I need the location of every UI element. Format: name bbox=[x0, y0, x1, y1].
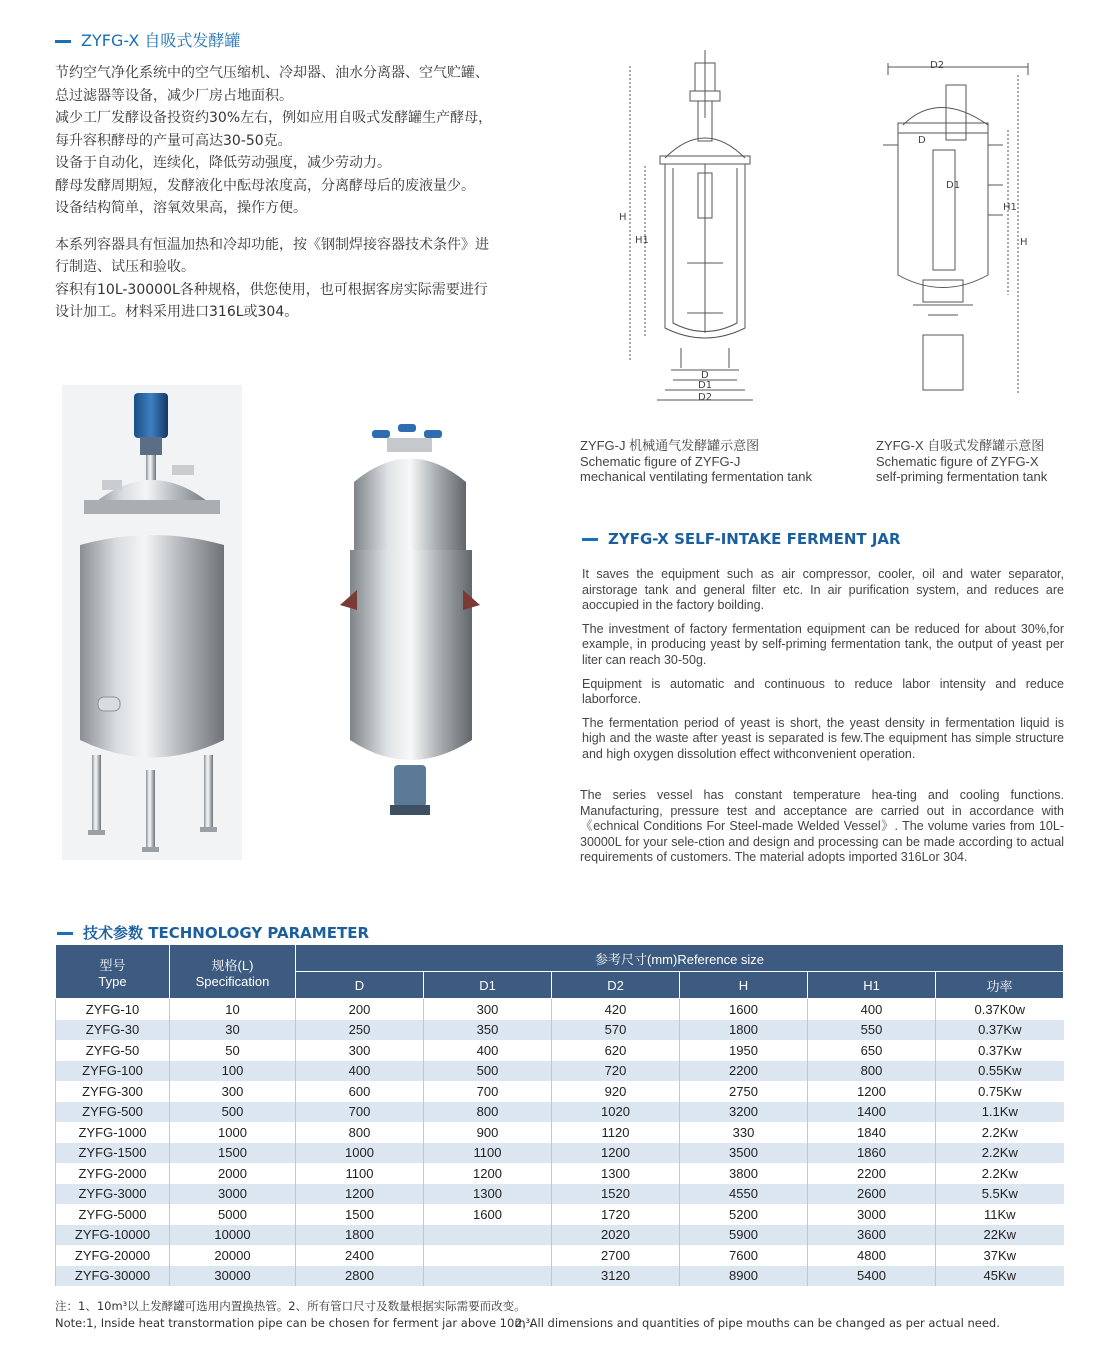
table-cell: 800 bbox=[808, 1061, 936, 1082]
table-cell: ZYFG-10000 bbox=[56, 1225, 170, 1246]
table-cell: 500 bbox=[170, 1102, 296, 1123]
table-cell: 1840 bbox=[808, 1122, 936, 1143]
table-cell: 11Kw bbox=[936, 1204, 1064, 1225]
en-body-2 bbox=[580, 788, 1064, 874]
table-cell: ZYFG-20000 bbox=[56, 1245, 170, 1266]
table-row bbox=[56, 1020, 1064, 1041]
note-cn: 注：1、10m³以上发酵罐可选用内置换热管。2、所有管口尺寸及数量根据实际需要而改变。 bbox=[55, 1299, 526, 1313]
table-cell: 10 bbox=[170, 999, 296, 1020]
table-row bbox=[56, 1061, 1064, 1082]
table-cell: 1000 bbox=[296, 1143, 424, 1164]
table-cell: 1200 bbox=[808, 1081, 936, 1102]
table-cell: 700 bbox=[296, 1102, 424, 1123]
table-cell: ZYFG-1500 bbox=[56, 1143, 170, 1164]
cn-line: 节约空气净化系统中的空气压缩机、冷却器、油水分离器、空气贮罐、 bbox=[55, 65, 489, 81]
caption-line: ZYFG-X 自吸式发酵罐示意图 bbox=[876, 438, 1045, 453]
table-cell: ZYFG-1000 bbox=[56, 1122, 170, 1143]
table-cell: 570 bbox=[552, 1020, 680, 1041]
table-cell: 2000 bbox=[170, 1163, 296, 1184]
table-cell: 650 bbox=[808, 1040, 936, 1061]
header-spec bbox=[170, 945, 296, 999]
table-cell: ZYFG-100 bbox=[56, 1061, 170, 1082]
table-title-text: 技术参数 TECHNOLOGY PARAMETER bbox=[83, 924, 369, 942]
table-row bbox=[56, 1184, 1064, 1205]
table-cell bbox=[424, 1225, 552, 1246]
table-cell: 620 bbox=[552, 1040, 680, 1061]
table-cell: 1600 bbox=[680, 999, 808, 1020]
page-title bbox=[55, 28, 240, 51]
cn-line: 设备结构简单，溶氧效果高，操作方便。 bbox=[55, 200, 307, 216]
table-cell: 45Kw bbox=[936, 1266, 1064, 1287]
table-cell: 30 bbox=[170, 1020, 296, 1041]
header-d1: D1 bbox=[424, 972, 552, 999]
table-cell: 800 bbox=[296, 1122, 424, 1143]
table-cell: 2.2Kw bbox=[936, 1163, 1064, 1184]
cn-line: 酵母发酵周期短，发酵液化中酝母浓度高，分离酵母后的废液量少。 bbox=[55, 177, 475, 194]
table-cell: 1300 bbox=[424, 1184, 552, 1205]
table-cell: ZYFG-30000 bbox=[56, 1266, 170, 1287]
table-cell: 1800 bbox=[296, 1225, 424, 1246]
table-cell: 1600 bbox=[424, 1204, 552, 1225]
table-cell: 2020 bbox=[552, 1225, 680, 1246]
table-cell: 1950 bbox=[680, 1040, 808, 1061]
table-row bbox=[56, 1102, 1064, 1123]
table-cell: 100 bbox=[170, 1061, 296, 1082]
caption-line: self-priming fermentation tank bbox=[876, 469, 1048, 484]
table-cell: 330 bbox=[680, 1122, 808, 1143]
table-cell: 5400 bbox=[808, 1266, 936, 1287]
table-cell: 1500 bbox=[296, 1204, 424, 1225]
table-cell: ZYFG-3000 bbox=[56, 1184, 170, 1205]
table-cell: 2.2Kw bbox=[936, 1143, 1064, 1164]
cn-line: 设备于自动化，连续化，降低劳动强度，减少劳动力。 bbox=[55, 155, 391, 171]
table-cell: 2.2Kw bbox=[936, 1122, 1064, 1143]
schematic-zyfg-j bbox=[605, 48, 785, 413]
header-type-en: Type bbox=[98, 973, 127, 989]
table-cell: 3800 bbox=[680, 1163, 808, 1184]
header-h1: H1 bbox=[808, 972, 936, 999]
table-cell: 2400 bbox=[296, 1245, 424, 1266]
caption-line: Schematic figure of ZYFG-X bbox=[876, 453, 1039, 469]
caption-line: Schematic figure of ZYFG-J bbox=[580, 453, 741, 469]
table-row bbox=[56, 1266, 1064, 1287]
table-cell: 0.37Kw bbox=[936, 1020, 1064, 1041]
table-cell: 2700 bbox=[552, 1245, 680, 1266]
header-type-cn: 型号 bbox=[99, 957, 126, 973]
cn-line: 减少工厂发酵设备投资约30%左右，例如应用自吸式发酵罐生产酵母， bbox=[55, 110, 493, 126]
table-cell: 3120 bbox=[552, 1266, 680, 1287]
table-cell: 1200 bbox=[552, 1143, 680, 1164]
tank-photo-self-priming bbox=[332, 420, 492, 830]
table-title bbox=[57, 922, 369, 943]
table-cell: 1100 bbox=[296, 1163, 424, 1184]
cn-line: 设计加工。材料采用进口316L或304。 bbox=[55, 304, 299, 320]
caption-line: ZYFG-J 机械通气发酵罐示意图 bbox=[580, 438, 760, 453]
dim-label: H bbox=[1020, 237, 1028, 248]
table-cell: 3200 bbox=[680, 1102, 808, 1123]
header-h: H bbox=[680, 972, 808, 999]
note-en-2: 2, All dimensions and quantities of pipe mouths can be changed as per actual need. bbox=[515, 1316, 1000, 1330]
caption-zyfg-j bbox=[580, 438, 812, 485]
en-paragraph: The investment of factory fermentation equipment can be reduced for about 30%,for example, in producing yeast by self-priming fermentation tank, the output of yeast per liter can reach 30-50g. bbox=[582, 621, 1064, 667]
table-cell: 3600 bbox=[808, 1225, 936, 1246]
note-en-1: Note:1, Inside heat transtormation pipe can be chosen for ferment jar above 10m³. bbox=[55, 1316, 534, 1330]
table-cell: 7600 bbox=[680, 1245, 808, 1266]
table-cell: ZYFG-300 bbox=[56, 1081, 170, 1102]
table-cell: 700 bbox=[424, 1081, 552, 1102]
dim-label: H1 bbox=[1003, 202, 1017, 213]
en-body bbox=[582, 567, 1064, 771]
table-cell: 400 bbox=[424, 1040, 552, 1061]
cn-line: 容积有10L-30000L各种规格，供您使用，也可根据客房实际需要进行 bbox=[55, 281, 488, 298]
table-cell: 200 bbox=[296, 999, 424, 1020]
table-cell: ZYFG-500 bbox=[56, 1102, 170, 1123]
table-cell: 600 bbox=[296, 1081, 424, 1102]
table-cell: 1300 bbox=[552, 1163, 680, 1184]
table-cell: 10000 bbox=[170, 1225, 296, 1246]
table-cell: 50 bbox=[170, 1040, 296, 1061]
en-paragraph: The series vessel has constant temperature hea-ting and cooling functions. Manufacturing, pressure test and acceptance are carried out in accordance with《echnical Conditions For Steel-made Welded Vessel》. The volume varies from 10L-30000L for your sele-ction and design and processing can be made according to actual requirements of customers. The material adopts imported 316Lor 304. bbox=[580, 788, 1064, 865]
table-cell: 3000 bbox=[170, 1184, 296, 1205]
table-cell: 30000 bbox=[170, 1266, 296, 1287]
table-cell: ZYFG-2000 bbox=[56, 1163, 170, 1184]
table-cell: 2200 bbox=[808, 1163, 936, 1184]
table-cell: 0.75Kw bbox=[936, 1081, 1064, 1102]
table-body bbox=[56, 999, 1064, 1287]
table-cell: ZYFG-30 bbox=[56, 1020, 170, 1041]
title-dash bbox=[57, 932, 73, 935]
cn-line: 每升容积酵母的产量可高达30-50克。 bbox=[55, 132, 292, 149]
table-row bbox=[56, 1040, 1064, 1061]
table-cell: 720 bbox=[552, 1061, 680, 1082]
table-cell: 300 bbox=[296, 1040, 424, 1061]
table-cell: 8900 bbox=[680, 1266, 808, 1287]
table-cell: 5000 bbox=[170, 1204, 296, 1225]
caption-zyfg-x bbox=[876, 438, 1047, 485]
cn-line: 总过滤器等设备，减少厂房占地面积。 bbox=[55, 87, 293, 104]
table-cell: 3500 bbox=[680, 1143, 808, 1164]
table-cell: 1500 bbox=[170, 1143, 296, 1164]
table-cell: 0.37Kw bbox=[936, 1040, 1064, 1061]
header-spec-en: Specification bbox=[195, 973, 270, 989]
table-cell: 1860 bbox=[808, 1143, 936, 1164]
en-section-title-text: ZYFG-X SELF-INTAKE FERMENT JAR bbox=[608, 530, 901, 548]
table-cell: 1200 bbox=[296, 1184, 424, 1205]
header-d: D bbox=[296, 972, 424, 999]
table-cell: 350 bbox=[424, 1020, 552, 1041]
table-row bbox=[56, 1204, 1064, 1225]
table-cell: 1020 bbox=[552, 1102, 680, 1123]
table-cell: ZYFG-5000 bbox=[56, 1204, 170, 1225]
en-paragraph: It saves the equipment such as air compressor, cooler, oil and water separator, airstorage tank and general filter etc. In air purification system, and reduces are aoccupied in the factory boilding. bbox=[582, 567, 1064, 613]
table-cell: 250 bbox=[296, 1020, 424, 1041]
table-cell: 1720 bbox=[552, 1204, 680, 1225]
table-cell: 300 bbox=[424, 999, 552, 1020]
cn-line: 行制造、试压和验收。 bbox=[55, 259, 195, 275]
dim-label: D1 bbox=[946, 180, 961, 191]
cn-line: 本系列容器具有恒温加热和冷却功能，按《钢制焊接容器技术条件》进 bbox=[55, 236, 489, 253]
en-section-title bbox=[582, 530, 901, 548]
header-type bbox=[56, 945, 170, 999]
header-spec-cn: 规格(L) bbox=[211, 957, 254, 973]
table-cell bbox=[424, 1266, 552, 1287]
table-cell: 400 bbox=[296, 1061, 424, 1082]
table-cell: 2750 bbox=[680, 1081, 808, 1102]
table-cell: 2200 bbox=[680, 1061, 808, 1082]
table-cell: 800 bbox=[424, 1102, 552, 1123]
parameter-table bbox=[55, 944, 1064, 1286]
table-cell: ZYFG-50 bbox=[56, 1040, 170, 1061]
table-cell: 550 bbox=[808, 1020, 936, 1041]
table-cell: 5200 bbox=[680, 1204, 808, 1225]
cn-intro bbox=[55, 62, 535, 324]
en-paragraph: Equipment is automatic and continuous to reduce labor intensity and reduce laborforce. bbox=[582, 676, 1064, 707]
table-row bbox=[56, 1225, 1064, 1246]
tank-photo-legged bbox=[62, 385, 242, 860]
schematic-zyfg-x bbox=[868, 55, 1043, 400]
table-cell: 0.55Kw bbox=[936, 1061, 1064, 1082]
dim-label: H bbox=[619, 212, 627, 223]
table-cell: 2800 bbox=[296, 1266, 424, 1287]
table-row bbox=[56, 1081, 1064, 1102]
table-cell: 1000 bbox=[170, 1122, 296, 1143]
dim-label: H1 bbox=[635, 235, 649, 246]
en-paragraph: The fermentation period of yeast is short, the yeast density in fermentation liquid is high and the waste after yeast is separated is few.The equipment has simple structure and high oxygen dissolution effect withconvenient operation. bbox=[582, 715, 1064, 761]
table-cell: 3000 bbox=[808, 1204, 936, 1225]
header-power: 功率 bbox=[936, 972, 1064, 999]
table-cell: 900 bbox=[424, 1122, 552, 1143]
table-row bbox=[56, 1122, 1064, 1143]
dim-label: D bbox=[918, 135, 926, 146]
table-cell: 0.37K0w bbox=[936, 999, 1064, 1020]
table-cell: 1.1Kw bbox=[936, 1102, 1064, 1123]
table-cell: 400 bbox=[808, 999, 936, 1020]
table-cell: 4550 bbox=[680, 1184, 808, 1205]
table-cell bbox=[424, 1245, 552, 1266]
table-row bbox=[56, 999, 1064, 1020]
table-cell: 1800 bbox=[680, 1020, 808, 1041]
dim-label: D2 bbox=[930, 60, 945, 71]
table-cell: 4800 bbox=[808, 1245, 936, 1266]
table-cell: 20000 bbox=[170, 1245, 296, 1266]
table-cell: 920 bbox=[552, 1081, 680, 1102]
header-d2: D2 bbox=[552, 972, 680, 999]
table-cell: 5900 bbox=[680, 1225, 808, 1246]
table-row bbox=[56, 1163, 1064, 1184]
table-cell: 1100 bbox=[424, 1143, 552, 1164]
table-cell: 420 bbox=[552, 999, 680, 1020]
table-cell: 2600 bbox=[808, 1184, 936, 1205]
table-cell: 5.5Kw bbox=[936, 1184, 1064, 1205]
caption-line: mechanical ventilating fermentation tank bbox=[580, 469, 812, 484]
table-cell: 1200 bbox=[424, 1163, 552, 1184]
dim-label: D1 bbox=[698, 380, 713, 391]
table-cell: 37Kw bbox=[936, 1245, 1064, 1266]
table-cell: ZYFG-10 bbox=[56, 999, 170, 1020]
table-cell: 1400 bbox=[808, 1102, 936, 1123]
dim-label: D2 bbox=[698, 392, 713, 403]
title-dash bbox=[55, 40, 71, 43]
table-cell: 22Kw bbox=[936, 1225, 1064, 1246]
table-row bbox=[56, 1143, 1064, 1164]
table-cell: 500 bbox=[424, 1061, 552, 1082]
dim-label: D bbox=[701, 370, 709, 381]
header-reference-size: 参考尺寸(mm)Reference size bbox=[296, 945, 1064, 972]
table-row bbox=[56, 1245, 1064, 1266]
table-cell: 1120 bbox=[552, 1122, 680, 1143]
table-cell: 1520 bbox=[552, 1184, 680, 1205]
page-title-text: ZYFG-X 自吸式发酵罐 bbox=[81, 31, 241, 50]
table-cell: 300 bbox=[170, 1081, 296, 1102]
title-dash bbox=[582, 538, 598, 541]
